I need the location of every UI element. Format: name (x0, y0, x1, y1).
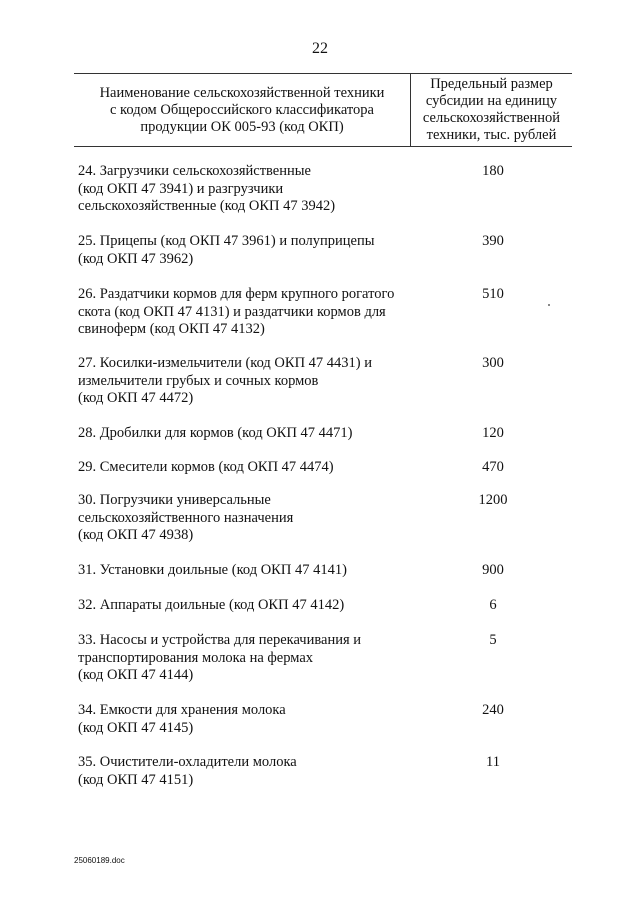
row-value: 1200 (478, 492, 508, 508)
row-name: 29. Смесители кормов (код ОКП 47 4474) (78, 459, 334, 475)
row-name: 31. Установки доильные (код ОКП 47 4141) (78, 562, 347, 578)
table-header (74, 73, 572, 147)
row-name: 32. Аппараты доильные (код ОКП 47 4142) (78, 597, 345, 613)
row-value: 470 (482, 459, 504, 475)
row-value: 5 (489, 632, 497, 648)
row-name: 33. Насосы и устройства для перекачивания и транспортирования молока на фермах (код ОКП 47 4144) (78, 632, 362, 683)
row-name: 35. Очистители-охладители молока (код ОКП 47 4151) (78, 754, 297, 788)
row-value: 300 (482, 355, 504, 371)
row-value: 240 (482, 702, 504, 718)
row-value: 510 (482, 286, 504, 302)
row-value: 390 (482, 233, 504, 249)
row-value: 180 (482, 163, 504, 179)
row-name: 24. Загрузчики сельскохозяйственные (код ОКП 47 3941) и разгрузчики сельскохозяйственные (код ОКП 47 3942) (78, 163, 336, 214)
row-value: 900 (482, 562, 504, 578)
header-value-column: Предельный размер субсидии на единицу сельскохозяйственной техники, тыс. рублей (422, 76, 561, 143)
row-value: 120 (482, 425, 504, 441)
row-name: 28. Дробилки для кормов (код ОКП 47 4471) (78, 425, 353, 441)
row-value: 11 (486, 754, 500, 770)
header-name-column: Наименование сельскохозяйственной техники с кодом Общероссийского классификатора продукции ОК 005-93 (код ОКП) (74, 74, 411, 146)
page-number: 22 (312, 40, 328, 57)
scan-speck (548, 304, 550, 306)
row-name: 30. Погрузчики универсальные сельскохозяйственного назначения (код ОКП 47 4938) (78, 492, 294, 543)
row-value: 6 (489, 597, 497, 613)
row-name: 26. Раздатчики кормов для ферм крупного рогатого скота (код ОКП 47 4131) и раздатчики кормов для свиноферм (код ОКП 47 4132) (78, 286, 395, 337)
row-name: 34. Емкости для хранения молока (код ОКП 47 4145) (78, 702, 286, 736)
row-name: 25. Прицепы (код ОКП 47 3961) и полуприцепы (код ОКП 47 3962) (78, 233, 375, 267)
footer-filename: 25060189.doc (74, 856, 125, 865)
row-name: 27. Косилки-измельчители (код ОКП 47 4431) и измельчители грубых и сочных кормов (код ОКП 47 4472) (78, 355, 373, 406)
